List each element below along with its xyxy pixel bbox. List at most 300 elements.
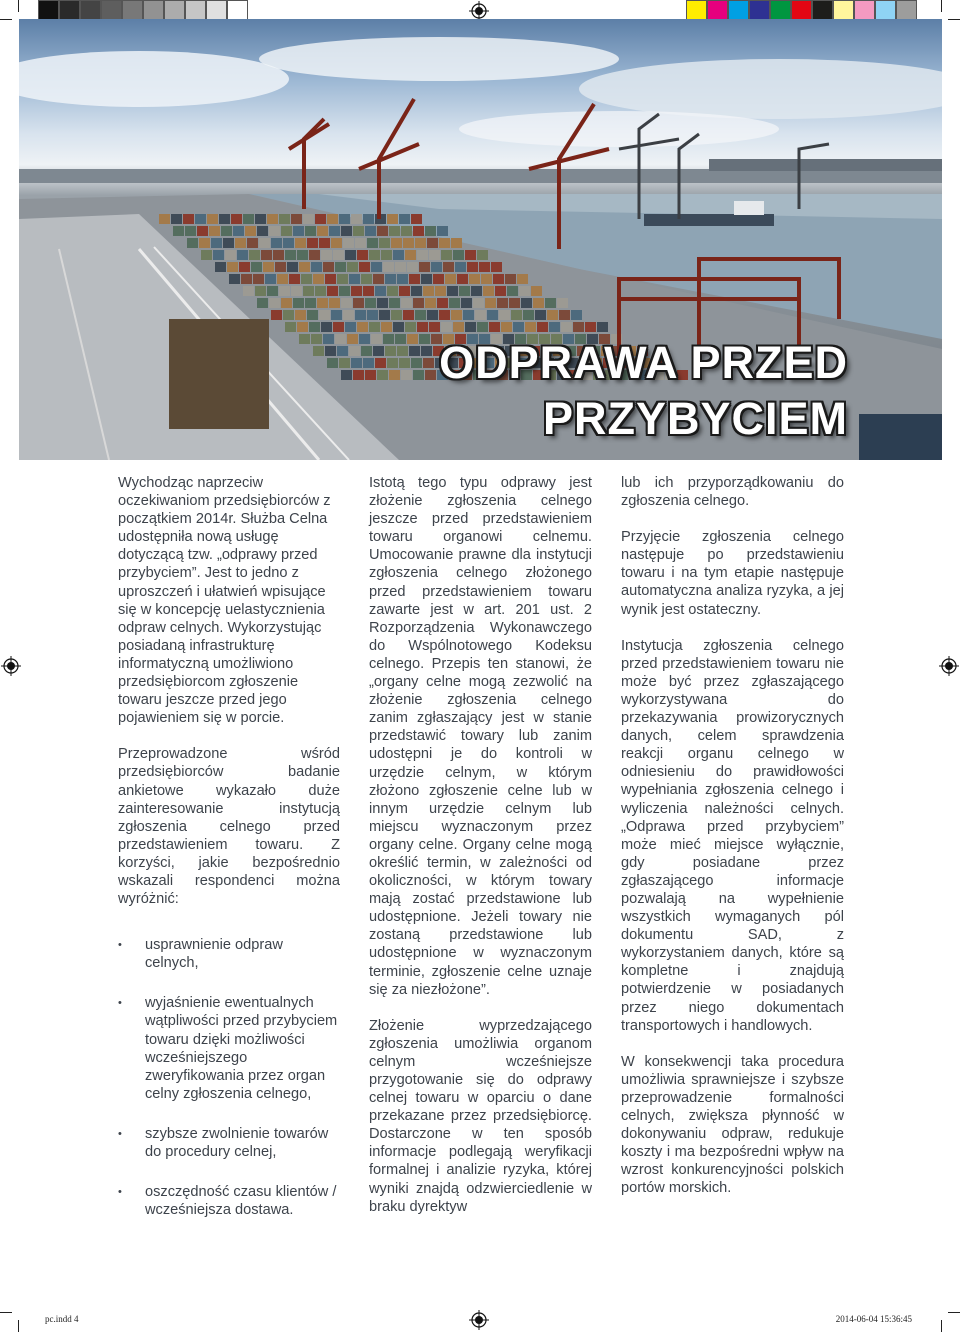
container-stack — [389, 298, 400, 308]
container-stack — [435, 286, 446, 296]
container-stack — [323, 334, 334, 344]
container-stack — [219, 214, 230, 224]
container-stack — [473, 298, 484, 308]
container-stack — [361, 346, 372, 356]
container-stack — [319, 310, 330, 320]
container-stack — [493, 274, 504, 284]
list-item: • oszczędność czasu klientów / wcześniejsza dostawa. — [118, 1183, 340, 1219]
container-stack — [369, 322, 380, 332]
container-stack — [523, 310, 534, 320]
container-stack — [497, 298, 508, 308]
container-stack — [345, 322, 356, 332]
container-stack — [261, 250, 272, 260]
container-stack — [187, 238, 198, 248]
color-swatch — [770, 0, 791, 21]
container-stack — [509, 298, 520, 308]
container-stack — [477, 322, 488, 332]
container-stack — [425, 370, 436, 380]
container-stack — [255, 286, 266, 296]
container-stack — [229, 274, 240, 284]
container-stack — [487, 310, 498, 320]
container-stack — [439, 310, 450, 320]
container-stack — [425, 298, 436, 308]
container-stack — [239, 262, 250, 272]
container-stack — [521, 298, 532, 308]
container-stack — [345, 250, 356, 260]
container-stack — [367, 238, 378, 248]
container-stack — [301, 274, 312, 284]
container-stack — [339, 214, 350, 224]
color-swatch — [185, 0, 206, 21]
container-stack — [259, 238, 270, 248]
container-stack — [381, 250, 392, 260]
container-stack — [275, 262, 286, 272]
container-stack — [519, 286, 530, 296]
container-stack — [341, 370, 352, 380]
container-stack — [389, 226, 400, 236]
container-stack — [425, 226, 436, 236]
article-column-2 — [369, 474, 592, 1234]
advance-declaration-paragraph: Złożenie wyprzedzającego zgłoszenia umożliwia organom celnym wcześniejsze przygotowanie się do odprawy celnej towaru w oparciu o dane przekazane przez przedsiębiorcę. Dostarczone w ten sposób informacje podlegają weryfikacji formalnej i analizie ryzyka, której wyniki znajdą odzwierciedlenie w braku dyrektyw — [369, 1017, 592, 1215]
container-stack — [433, 274, 444, 284]
container-stack — [401, 370, 412, 380]
container-stack — [489, 322, 500, 332]
container-stack — [289, 274, 300, 284]
container-stack — [401, 298, 412, 308]
legal-basis-paragraph: Istotą tego typu odprawy jest złożenie zgłoszenia celnego jeszcze przed przedstawieniem towaru organowi celnemu. Umocowanie prawne dla instytucji zgłoszenia celnego złożonego przed przedstawieniem towaru zawarte jest w art. 201 ust. 2 Rozporządzenia Wykonawczego do Wspólnotowego Kodeksu celnego. Przepis ten stanowi, że „organy celne mogą zezwolić na złożenie zgłoszenia celnego zanim zgłaszający jest w stanie przedstawić towary lub zanim udostępni je do kontroli w urzędzie celnym, w którym złożono zgłoszenie celne lub w innym urzędzie celnym lub miejscu wyznaczonym przez organy celne. Organy celne mogą określić termin, w zależności od okoliczności, w którym towary mają zostać przedstawione lub udostępnione. Jeżeli towary nie zostaną przedstawione lub udostępnione w wyznaczonym terminie, zgłoszenie celne uznaje się za niezłożone”. — [369, 475, 592, 998]
color-swatch — [749, 0, 770, 21]
container-stack — [295, 310, 306, 320]
container-stack — [341, 226, 352, 236]
container-stack — [483, 286, 494, 296]
container-stack — [451, 238, 462, 248]
container-stack — [287, 262, 298, 272]
container-stack — [365, 370, 376, 380]
registration-mark-left — [1, 656, 21, 676]
registration-mark-top — [469, 1, 489, 21]
container-stack — [501, 322, 512, 332]
container-stack — [307, 238, 318, 248]
container-stack — [267, 286, 278, 296]
container-stack — [407, 262, 418, 272]
container-stack — [357, 250, 368, 260]
container-stack — [207, 214, 218, 224]
container-stack — [511, 310, 522, 320]
container-stack — [559, 310, 570, 320]
container-stack — [411, 358, 422, 368]
container-stack — [387, 358, 398, 368]
acceptance-paragraph: Przyjęcie zgłoszenia celnego następuje po przedstawieniu towaru i na tym etapie następuje automatyczna analiza ryzyka, a jej wynik jest ostateczny. — [621, 529, 844, 618]
container-stack — [377, 226, 388, 236]
container-stack — [351, 358, 362, 368]
container-stack — [267, 214, 278, 224]
color-swatch — [686, 0, 707, 21]
container-stack — [343, 238, 354, 248]
container-stack — [431, 262, 442, 272]
container-stack — [215, 262, 226, 272]
container-stack — [547, 310, 558, 320]
container-stack — [573, 322, 584, 332]
container-stack — [279, 286, 290, 296]
container-stack — [281, 298, 292, 308]
container-stack — [283, 310, 294, 320]
container-stack — [437, 298, 448, 308]
container-stack — [311, 334, 322, 344]
container-stack — [283, 238, 294, 248]
container-stack — [295, 238, 306, 248]
container-stack — [199, 238, 210, 248]
container-stack — [257, 226, 268, 236]
container-stack — [465, 250, 476, 260]
container-stack — [253, 274, 264, 284]
container-stack — [397, 274, 408, 284]
container-stack — [235, 238, 246, 248]
container-stack — [159, 214, 170, 224]
container-stack — [343, 310, 354, 320]
container-stack — [507, 286, 518, 296]
container-stack — [213, 250, 224, 260]
container-stack — [209, 226, 220, 236]
container-stack — [355, 310, 366, 320]
container-stack — [439, 238, 450, 248]
container-stack — [329, 226, 340, 236]
container-stack — [173, 226, 184, 236]
container-stack — [441, 250, 452, 260]
container-stack — [389, 370, 400, 380]
container-stack — [405, 250, 416, 260]
container-stack — [373, 346, 384, 356]
headline-line-2: PRZYBYCIEM — [542, 393, 848, 444]
crop-mark — [0, 19, 12, 20]
container-stack — [183, 214, 194, 224]
container-stack — [303, 214, 314, 224]
hero-port-photo — [19, 19, 942, 460]
container-stack — [415, 310, 426, 320]
container-stack — [285, 250, 296, 260]
container-stack — [327, 286, 338, 296]
container-stack — [363, 286, 374, 296]
color-swatch — [59, 0, 80, 21]
container-stack — [319, 238, 330, 248]
container-stack — [491, 262, 502, 272]
container-stack — [231, 214, 242, 224]
list-item: • wyjaśnienie ewentualnych wątpliwości przed przybyciem towaru dzięki możliwości wcześniejszego zweryfikowania przez organ celny zgłoszenia celnego, — [118, 994, 340, 1103]
container-stack — [223, 238, 234, 248]
container-stack — [309, 322, 320, 332]
color-swatch — [122, 0, 143, 21]
container-stack — [535, 310, 546, 320]
container-stack — [465, 322, 476, 332]
container-stack — [325, 274, 336, 284]
container-stack — [281, 226, 292, 236]
list-item: • szybsze zwolnienie towarów do procedury celnej, — [118, 1125, 340, 1161]
survey-paragraph: Przeprowadzone wśród przedsiębiorców badanie ankietowe wykazało duże zainteresowanie instytucją zgłoszenia celnego przed przedstawieniem towaru. Z korzyści, jakie bezpośrednio wskazali respondenci można wyróżnić: — [118, 746, 340, 908]
container-stack — [317, 298, 328, 308]
container-stack — [201, 250, 212, 260]
container-stack — [365, 298, 376, 308]
color-swatch — [854, 0, 875, 21]
container-stack — [331, 238, 342, 248]
container-stack — [377, 298, 388, 308]
container-stack — [449, 298, 460, 308]
crop-mark — [18, 0, 19, 12]
container-stack — [401, 226, 412, 236]
container-stack — [271, 310, 282, 320]
container-stack — [383, 262, 394, 272]
container-stack — [395, 334, 406, 344]
container-stack — [211, 238, 222, 248]
continuation-paragraph: lub ich przyporządkowaniu do zgłoszenia celnego. — [621, 475, 844, 510]
container-stack — [357, 322, 368, 332]
container-stack — [409, 346, 420, 356]
container-stack — [399, 286, 410, 296]
container-stack — [367, 310, 378, 320]
container-stack — [237, 250, 248, 260]
container-stack — [325, 346, 336, 356]
container-stack — [363, 214, 374, 224]
intro-paragraph: Wychodząc naprzeciw oczekiwaniom przedsiębiorców z początkiem 2014r. Służba Celna udostępniła nową usługę dotyczącą tzw. „odprawy przed przybyciem”. Jest to jedno z uproszczeń i ułatwień wpisujące się w koncepcję uelastycznienia odpraw celnych. Wykorzystując posiadaną infrastrukturę informatyczną umożliwiono przedsiębiorcom zgłoszenie towaru jeszcze przed jego pojawieniem się w porcie. — [118, 475, 331, 727]
container-stack — [185, 226, 196, 236]
container-stack — [273, 250, 284, 260]
container-stack — [369, 250, 380, 260]
container-stack — [285, 322, 296, 332]
container-stack — [419, 262, 430, 272]
container-stack — [269, 298, 280, 308]
color-swatch — [206, 0, 227, 21]
container-stack — [381, 322, 392, 332]
container-stack — [403, 238, 414, 248]
color-swatch — [164, 0, 185, 21]
container-stack — [277, 274, 288, 284]
container-stack — [421, 346, 432, 356]
container-stack — [243, 214, 254, 224]
container-stack — [477, 250, 488, 260]
container-stack — [297, 322, 308, 332]
container-stack — [411, 214, 422, 224]
container-stack — [385, 346, 396, 356]
container-stack — [405, 322, 416, 332]
container-stack — [393, 250, 404, 260]
container-stack — [337, 274, 348, 284]
container-stack — [377, 370, 388, 380]
list-item: • usprawnienie odpraw celnych, — [118, 936, 340, 972]
container-stack — [311, 262, 322, 272]
container-stack — [413, 370, 424, 380]
container-stack — [571, 310, 582, 320]
container-stack — [333, 322, 344, 332]
container-stack — [495, 286, 506, 296]
container-stack — [233, 226, 244, 236]
container-stack — [429, 250, 440, 260]
container-stack — [329, 298, 340, 308]
container-stack — [375, 286, 386, 296]
article-column-3 — [621, 474, 844, 1215]
container-stack — [397, 346, 408, 356]
container-stack — [363, 358, 374, 368]
container-stack — [423, 358, 434, 368]
container-stack — [265, 274, 276, 284]
container-stack — [471, 286, 482, 296]
container-stack — [321, 322, 332, 332]
container-stack — [349, 274, 360, 284]
container-stack — [371, 334, 382, 344]
container-stack — [453, 322, 464, 332]
container-stack — [419, 334, 430, 344]
container-stack — [347, 262, 358, 272]
container-stack — [313, 274, 324, 284]
container-stack — [315, 214, 326, 224]
container-stack — [395, 262, 406, 272]
color-swatch — [791, 0, 812, 21]
container-stack — [341, 298, 352, 308]
container-stack — [315, 286, 326, 296]
container-stack — [417, 250, 428, 260]
color-swatch — [101, 0, 122, 21]
conclusion-paragraph: W konsekwencji taka procedura umożliwia sprawniejsze i szybsze przeprowadzenie formalności celnych, zwiększa płynność w dokonywaniu odpraw, redukuje koszty i ma bezpośredni wpływ na wzrost konkurencyjności polskich portów morskich. — [621, 1053, 844, 1197]
slug-timestamp: 2014-06-04 15:36:45 — [835, 1314, 912, 1324]
institution-paragraph: Instytucja zgłoszenia celnego przed przedstawieniem towaru nie może być przez zgłaszającego wykorzystywana do przekazywania prowizorycznych danych, celem sprawdzenia reakcji organu celnego w odniesieniu do prawidłowości wypełniania zgłoszenia celnego i wyliczenia należności celnych. „Odprawa przed przybyciem” może mieć miejsce wyłącznie, gdy posiadane przez zgłaszającego informacje pozwalają na wypełnienie wszystkich wymaganych pól dokumentu SAD, z wykorzystaniem danych, które są kompletne i znajdują potwierdzenie w posiadanych przez niego dokumentach transportowych i handlowych. — [621, 637, 844, 1034]
container-stack — [533, 298, 544, 308]
container-stack — [249, 250, 260, 260]
container-stack — [279, 214, 290, 224]
container-stack — [339, 286, 350, 296]
color-swatch — [875, 0, 896, 21]
slug-filename: pc.indd 4 — [45, 1314, 79, 1324]
container-stack — [379, 310, 390, 320]
container-stack — [499, 310, 510, 320]
container-stack — [451, 310, 462, 320]
container-stack — [513, 322, 524, 332]
container-stack — [323, 262, 334, 272]
container-stack — [409, 274, 420, 284]
container-stack — [423, 286, 434, 296]
container-stack — [445, 274, 456, 284]
container-stack — [353, 370, 364, 380]
container-stack — [375, 358, 386, 368]
container-stack — [393, 322, 404, 332]
container-stack — [417, 322, 428, 332]
container-stack — [399, 358, 410, 368]
color-swatch — [833, 0, 854, 21]
container-stack — [373, 274, 384, 284]
container-stack — [309, 250, 320, 260]
container-stack — [307, 310, 318, 320]
container-stack — [585, 322, 596, 332]
container-stack — [597, 322, 608, 332]
color-swatch — [227, 0, 248, 21]
container-stack — [241, 274, 252, 284]
container-stack — [429, 322, 440, 332]
article-column-1 — [118, 474, 340, 1241]
container-stack — [257, 298, 268, 308]
container-stack — [339, 358, 350, 368]
container-stack — [337, 346, 348, 356]
container-stack — [407, 334, 418, 344]
container-stack — [525, 322, 536, 332]
registration-mark-bottom — [469, 1310, 489, 1330]
container-stack — [459, 286, 470, 296]
container-stack — [293, 226, 304, 236]
container-stack — [467, 262, 478, 272]
container-stack — [331, 310, 342, 320]
container-stack — [299, 262, 310, 272]
container-stack — [413, 226, 424, 236]
container-stack — [305, 298, 316, 308]
benefits-list — [118, 936, 340, 1219]
container-stack — [415, 238, 426, 248]
container-stack — [351, 286, 362, 296]
container-stack — [327, 214, 338, 224]
crop-mark — [18, 1320, 19, 1332]
container-stack — [461, 298, 472, 308]
container-stack — [303, 286, 314, 296]
container-stack — [383, 334, 394, 344]
container-stack — [545, 298, 556, 308]
container-stack — [469, 274, 480, 284]
container-stack — [557, 298, 568, 308]
container-stack — [359, 262, 370, 272]
container-stack — [549, 322, 560, 332]
container-stack — [171, 214, 182, 224]
container-stack — [317, 226, 328, 236]
container-stack — [371, 262, 382, 272]
container-stack — [247, 238, 258, 248]
container-stack — [455, 262, 466, 272]
registration-mark-right — [939, 656, 959, 676]
crop-mark — [948, 1312, 960, 1313]
container-stack — [263, 262, 274, 272]
color-swatch — [80, 0, 101, 21]
container-stack — [379, 238, 390, 248]
container-stack — [291, 286, 302, 296]
container-stack — [297, 250, 308, 260]
container-stack — [349, 346, 360, 356]
headline-line-1: ODPRAWA PRZED — [439, 337, 848, 388]
container-stack — [391, 310, 402, 320]
container-stack — [385, 274, 396, 284]
container-stack — [531, 286, 542, 296]
container-stack — [305, 226, 316, 236]
container-stack — [351, 214, 362, 224]
container-stack — [561, 322, 572, 332]
container-stack — [403, 310, 414, 320]
container-stack — [479, 262, 490, 272]
container-stack — [347, 334, 358, 344]
container-stack — [427, 238, 438, 248]
container-stack — [353, 298, 364, 308]
container-stack — [225, 250, 236, 260]
container-stack — [227, 262, 238, 272]
container-stack — [421, 274, 432, 284]
container-stack — [361, 274, 372, 284]
container-stack — [353, 226, 364, 236]
container-stack — [447, 286, 458, 296]
color-swatch — [38, 0, 59, 21]
container-stack — [313, 346, 324, 356]
container-stack — [197, 226, 208, 236]
crop-mark — [948, 19, 960, 20]
container-stack — [321, 250, 332, 260]
container-stack — [327, 358, 338, 368]
crop-mark — [941, 0, 942, 12]
container-stack — [517, 274, 528, 284]
container-stack — [271, 238, 282, 248]
container-stack — [221, 226, 232, 236]
container-stack — [333, 250, 344, 260]
container-stack — [457, 274, 468, 284]
container-stack — [485, 298, 496, 308]
crop-mark — [0, 1312, 12, 1313]
